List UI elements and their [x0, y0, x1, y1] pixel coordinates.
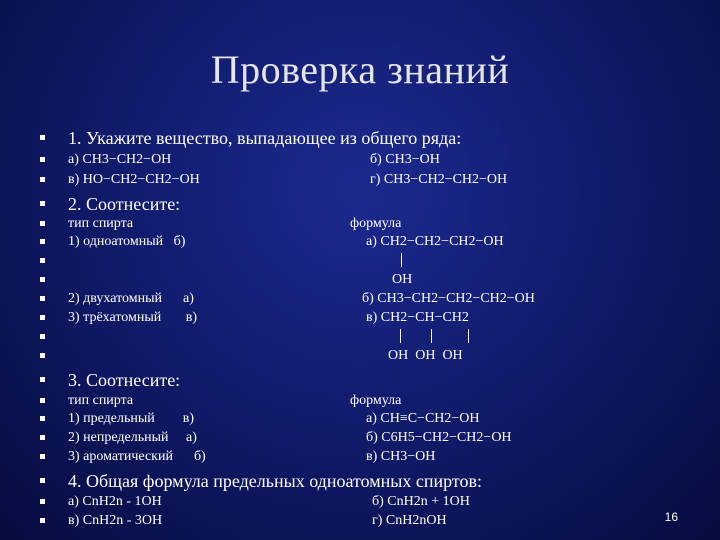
bullet-icon [40, 454, 45, 459]
bond-line [400, 329, 401, 343]
q3-column-formula: формула [350, 393, 402, 408]
question-2-heading: 2. Соотнесите: [68, 194, 181, 214]
q2-column-type: тип спирта [68, 216, 134, 231]
bullet-icon [40, 221, 45, 226]
q4-option-a: а) CnH2n - 1OH [68, 494, 162, 509]
q2-type-2: 2) двухатомный а) [68, 291, 194, 306]
list-item [0, 194, 720, 214]
list-item [0, 291, 720, 311]
q1-option-g: г) CH3−CH2−CH2−OH [370, 172, 508, 187]
q2-formula-a-substituent: OH [392, 272, 413, 287]
bullet-icon [40, 377, 45, 382]
bullet-icon [40, 201, 45, 206]
list-item [0, 513, 720, 533]
q3-column-type: тип спирта [68, 393, 134, 408]
q3-formula-a: а) CH≡C−CH2−OH [366, 411, 480, 426]
q2-type-3: 3) трёхатомный в) [68, 310, 198, 325]
bullet-icon [40, 435, 45, 440]
list-item [0, 393, 720, 413]
bullet-icon [40, 315, 45, 320]
q3-type-2: 2) непредельный а) [68, 430, 197, 445]
q1-option-v: в) HO−CH2−CH2−OH [68, 172, 200, 187]
q3-formula-v: в) CH3−OH [366, 449, 436, 464]
bullet-icon [40, 416, 45, 421]
q2-formula-v: в) CH2−CH−CH2 [366, 310, 469, 325]
list-item [0, 494, 720, 514]
bond-line [468, 329, 469, 343]
list-item [0, 272, 720, 292]
q4-option-b: б) CnH2n + 1OH [372, 494, 470, 509]
q4-option-g: г) CnH2nOH [372, 513, 447, 528]
bullet-icon [40, 398, 45, 403]
bond-line [401, 253, 402, 267]
question-1-heading: 1. Укажите вещество, выпадающее из общего ряда: [68, 128, 462, 148]
q1-option-a: а) CH3−CH2−OH [68, 152, 172, 167]
page-title: Проверка знаний [210, 47, 510, 92]
list-item [0, 172, 720, 192]
bullet-icon [40, 135, 45, 140]
list-item [0, 430, 720, 450]
q4-option-v: в) CnH2n - 3OH [68, 513, 163, 528]
list-item [0, 348, 720, 368]
bullet-icon [40, 334, 45, 339]
q2-type-1: 1) одноатомный б) [68, 234, 186, 249]
q1-option-b: б) CH3−OH [370, 152, 440, 167]
bullet-icon [40, 157, 45, 162]
list-item [0, 329, 720, 349]
list-item [0, 234, 720, 254]
q2-formula-v-substituents: OH OH OH [388, 348, 463, 363]
q3-formula-b: б) C6H5−CH2−CH2−OH [366, 430, 512, 445]
bullet-icon [40, 353, 45, 358]
list-item [0, 449, 720, 469]
bullet-icon [40, 499, 45, 504]
page-number: 16 [664, 510, 678, 524]
list-item [0, 128, 720, 148]
q2-column-formula: формула [350, 216, 402, 231]
bullet-icon [40, 518, 45, 523]
bond-line [431, 329, 432, 343]
q2-formula-b: б) CH3−CH2−CH2−CH2−OH [362, 291, 535, 306]
list-item [0, 152, 720, 172]
list-item [0, 370, 720, 390]
bullet-icon [40, 177, 45, 182]
bullet-icon [40, 277, 45, 282]
list-item [0, 253, 720, 273]
bullet-icon [40, 478, 45, 483]
bullet-icon [40, 258, 45, 263]
q3-type-3: 3) ароматический б) [68, 449, 206, 464]
list-item [0, 310, 720, 330]
list-item [0, 411, 720, 431]
q2-formula-a: а) CH2−CH2−CH2−OH [366, 234, 504, 249]
bullet-icon [40, 239, 45, 244]
list-item [0, 216, 720, 236]
bullet-icon [40, 296, 45, 301]
question-3-heading: 3. Соотнесите: [68, 370, 181, 390]
q3-type-1: 1) предельный в) [68, 411, 195, 426]
question-4-heading: 4. Общая формула предельных одноатомных спиртов: [68, 471, 483, 491]
list-item [0, 471, 720, 491]
